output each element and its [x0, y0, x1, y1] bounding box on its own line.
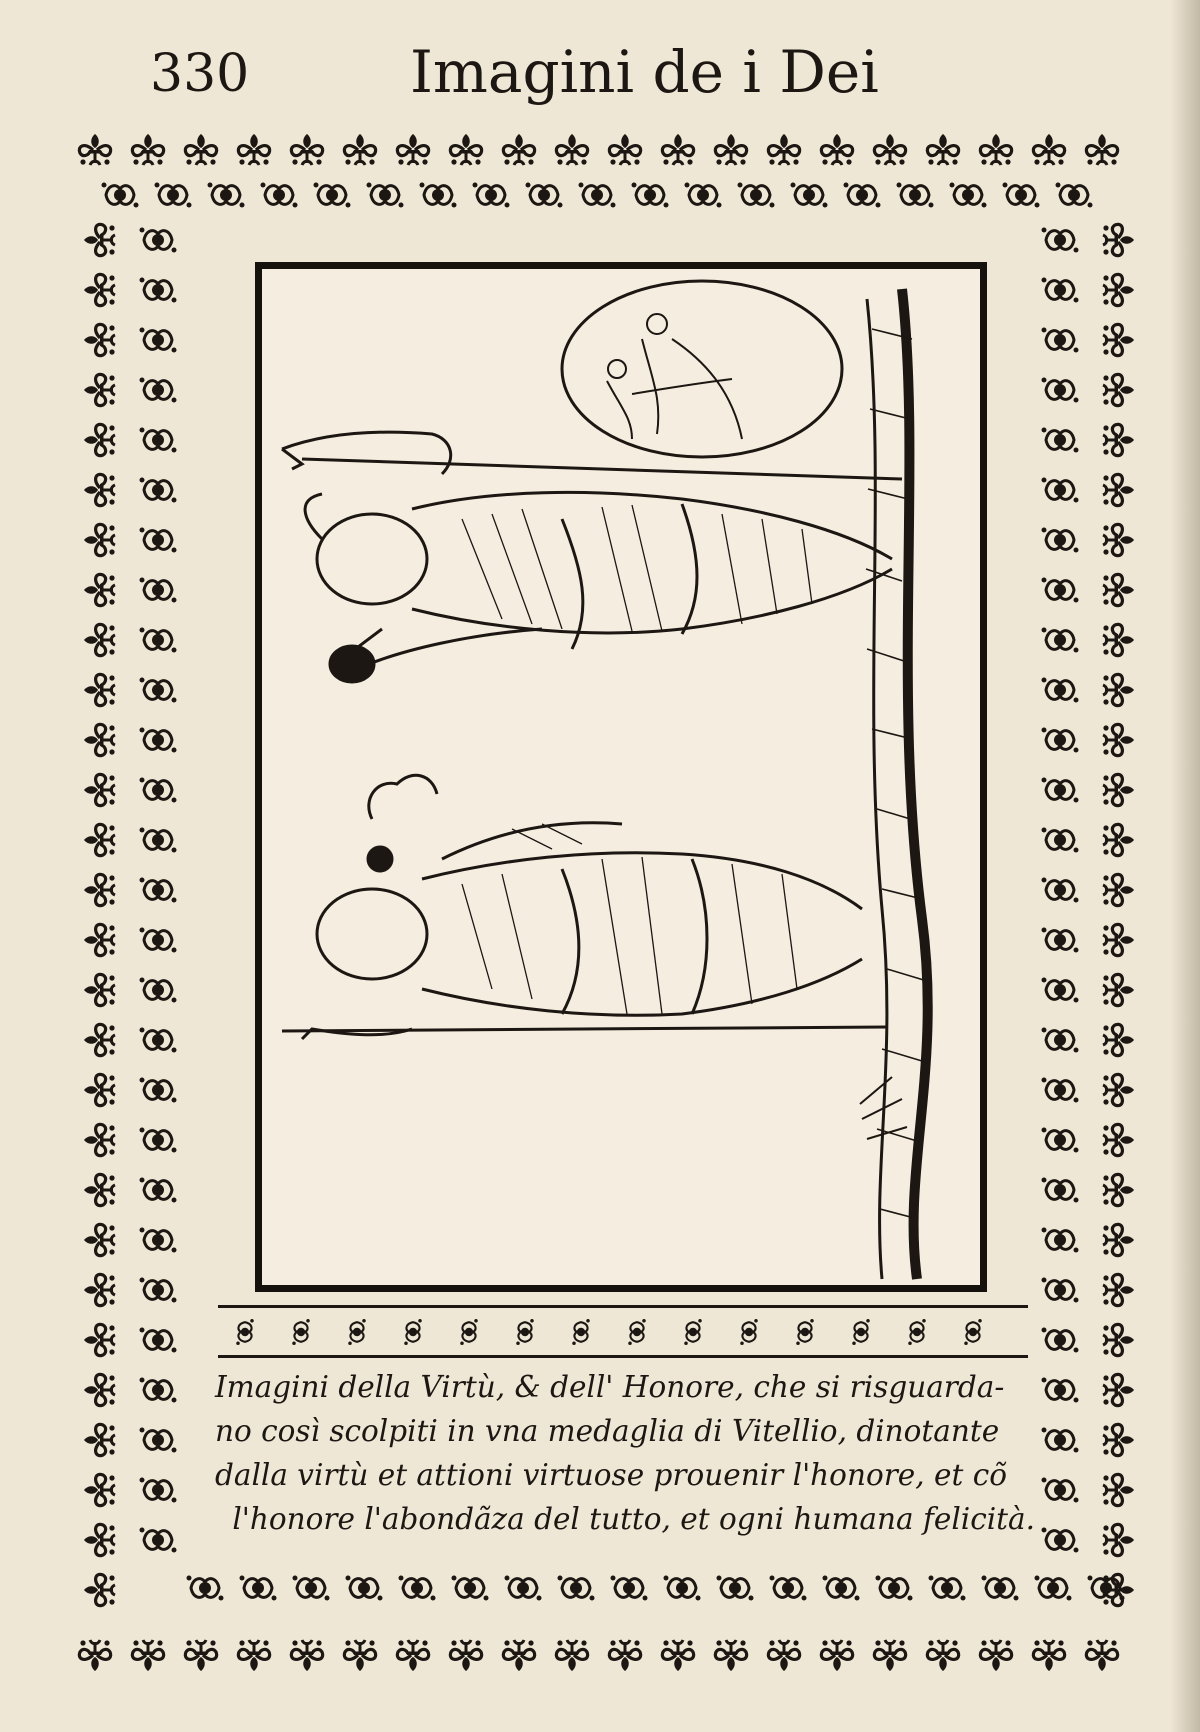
- fleuron-ornament: [420, 183, 457, 208]
- fleuron-ornament: [84, 1124, 115, 1155]
- caption-line-2: no così scolpiti in vna medaglia di Vitellio, dinotante: [215, 1414, 1000, 1448]
- fleuron-ornament: [908, 1319, 926, 1345]
- caption-line-3: dalla virtù et attioni virtuose prouenir l'honore, et cõ: [215, 1458, 1007, 1492]
- fleuron-ornament: [140, 1378, 177, 1403]
- fleuron-ornament: [84, 524, 115, 555]
- fleuron-ornament: [397, 1640, 428, 1671]
- fleuron-ornament: [950, 183, 987, 208]
- fleuron-ornament: [1042, 828, 1079, 853]
- fleuron-ornament: [140, 1078, 177, 1103]
- caption-line-1: Imagini della Virtù, & dell' Honore, che si risguarda-: [215, 1370, 1005, 1404]
- fleuron-ornament: [291, 134, 322, 165]
- fleuron-ornament: [84, 974, 115, 1005]
- fleuron-ornament: [84, 1174, 115, 1205]
- fleuron-ornament: [79, 134, 110, 165]
- fleuron-ornament: [1103, 474, 1134, 505]
- fleuron-ornament: [1103, 1024, 1134, 1055]
- fleuron-ornament: [852, 1319, 870, 1345]
- fleuron-ornament: [140, 1478, 177, 1503]
- fleuron-ornament: [715, 134, 746, 165]
- fleuron-ornament: [929, 1576, 966, 1601]
- fleuron-ornament: [84, 1024, 115, 1055]
- fleuron-ornament: [791, 183, 828, 208]
- fleuron-ornament: [821, 1640, 852, 1671]
- fleuron-ornament: [293, 1576, 330, 1601]
- fleuron-ornament: [1042, 1078, 1079, 1103]
- fleuron-ornament: [1103, 624, 1134, 655]
- fleuron-ornament: [84, 274, 115, 305]
- fleuron-ornament: [1042, 1178, 1079, 1203]
- fleuron-ornament: [185, 134, 216, 165]
- fleuron-ornament: [1042, 928, 1079, 953]
- woodcut-drawing: [262, 269, 980, 1285]
- fleuron-ornament: [1042, 878, 1079, 903]
- fleuron-ornament: [738, 183, 775, 208]
- fleuron-ornament: [1103, 774, 1134, 805]
- caption-line-4: l'honore l'abondãza del tutto, et ogni humana felicità.: [232, 1502, 1035, 1536]
- fleuron-ornament: [717, 1576, 754, 1601]
- caption-rule-bottom: [218, 1355, 1028, 1358]
- fleuron-ornament: [1042, 778, 1079, 803]
- fleuron-ornament: [1042, 728, 1079, 753]
- fleuron-ornament: [84, 1424, 115, 1455]
- fleuron-ornament: [505, 1576, 542, 1601]
- fleuron-ornament: [140, 1178, 177, 1203]
- fleuron-ornament: [261, 183, 298, 208]
- fleuron-ornament: [503, 134, 534, 165]
- fleuron-ornament: [84, 1224, 115, 1255]
- fleuron-ornament: [1103, 1124, 1134, 1155]
- fleuron-ornament: [140, 528, 177, 553]
- fleuron-ornament: [238, 1640, 269, 1671]
- fleuron-ornament: [450, 134, 481, 165]
- fleuron-ornament: [1042, 1028, 1079, 1053]
- fleuron-ornament: [140, 928, 177, 953]
- fleuron-ornament: [844, 183, 881, 208]
- fleuron-ornament: [1103, 874, 1134, 905]
- fleuron-ornament: [982, 1576, 1019, 1601]
- fleuron-ornament: [1042, 1128, 1079, 1153]
- fleuron-ornament: [579, 183, 616, 208]
- fleuron-ornament: [1042, 1278, 1079, 1303]
- fleuron-ornament: [1103, 1524, 1134, 1555]
- fleuron-ornament: [927, 134, 958, 165]
- fleuron-ornament: [291, 1640, 322, 1671]
- fleuron-ornament: [556, 134, 587, 165]
- fleuron-ornament: [628, 1319, 646, 1345]
- fleuron-ornament: [503, 1640, 534, 1671]
- fleuron-ornament: [84, 1574, 115, 1605]
- fleuron-ornament: [1056, 183, 1093, 208]
- fleuron-ornament: [821, 134, 852, 165]
- fleuron-ornament: [611, 1576, 648, 1601]
- fleuron-ornament: [140, 328, 177, 353]
- fleuron-ornament: [140, 678, 177, 703]
- fleuron-ornament: [823, 1576, 860, 1601]
- fleuron-ornament: [1035, 1576, 1072, 1601]
- fleuron-ornament: [1042, 978, 1079, 1003]
- fleuron-ornament: [84, 374, 115, 405]
- fleuron-ornament: [450, 1640, 481, 1671]
- fleuron-ornament: [84, 624, 115, 655]
- fleuron-ornament: [715, 1640, 746, 1671]
- fleuron-ornament: [1042, 578, 1079, 603]
- fleuron-ornament: [404, 1319, 422, 1345]
- fleuron-ornament: [397, 134, 428, 165]
- fleuron-ornament: [399, 1576, 436, 1601]
- running-head: Imagini de i Dei: [410, 38, 879, 106]
- fleuron-ornament: [609, 1640, 640, 1671]
- fleuron-ornament: [1103, 1274, 1134, 1305]
- fleuron-ornament: [84, 674, 115, 705]
- fleuron-ornament: [572, 1319, 590, 1345]
- fleuron-ornament: [1033, 134, 1064, 165]
- fleuron-ornament: [155, 183, 192, 208]
- fleuron-ornament: [1103, 1224, 1134, 1255]
- fleuron-ornament: [140, 378, 177, 403]
- fleuron-ornament: [1103, 524, 1134, 555]
- fleuron-ornament: [768, 134, 799, 165]
- fleuron-ornament: [1042, 628, 1079, 653]
- fleuron-ornament: [1103, 374, 1134, 405]
- fleuron-ornament: [556, 1640, 587, 1671]
- fleuron-ornament: [84, 424, 115, 455]
- fleuron-ornament: [1103, 724, 1134, 755]
- fleuron-ornament: [238, 134, 269, 165]
- fleuron-ornament: [84, 1374, 115, 1405]
- fleuron-ornament: [1103, 674, 1134, 705]
- fleuron-ornament: [796, 1319, 814, 1345]
- fleuron-ornament: [84, 924, 115, 955]
- fleuron-ornament: [140, 578, 177, 603]
- fleuron-ornament: [609, 134, 640, 165]
- page-number: 330: [150, 44, 250, 104]
- fleuron-ornament: [1042, 478, 1079, 503]
- fleuron-ornament: [140, 728, 177, 753]
- fleuron-ornament: [460, 1319, 478, 1345]
- fleuron-ornament: [516, 1319, 534, 1345]
- fleuron-ornament: [1103, 974, 1134, 1005]
- fleuron-ornament: [208, 183, 245, 208]
- fleuron-ornament: [1042, 228, 1079, 253]
- fleuron-ornament: [1033, 1640, 1064, 1671]
- fleuron-ornament: [1103, 824, 1134, 855]
- fleuron-ornament: [1042, 428, 1079, 453]
- fleuron-ornament: [1103, 1324, 1134, 1355]
- caption-rule-top: [218, 1305, 1028, 1308]
- fleuron-ornament: [84, 224, 115, 255]
- fleuron-ornament: [876, 1576, 913, 1601]
- fleuron-ornament: [140, 978, 177, 1003]
- fleuron-ornament: [84, 1474, 115, 1505]
- fleuron-ornament: [84, 324, 115, 355]
- fleuron-ornament: [1103, 924, 1134, 955]
- fleuron-ornament: [1042, 328, 1079, 353]
- fleuron-ornament: [1103, 224, 1134, 255]
- fleuron-ornament: [473, 183, 510, 208]
- fleuron-ornament: [662, 134, 693, 165]
- caption: [215, 1365, 1035, 1541]
- fleuron-ornament: [452, 1576, 489, 1601]
- fleuron-ornament: [346, 1576, 383, 1601]
- fleuron-ornament: [140, 828, 177, 853]
- fleuron-ornament: [344, 134, 375, 165]
- fleuron-ornament: [79, 1640, 110, 1671]
- fleuron-ornament: [1042, 1428, 1079, 1453]
- fleuron-ornament: [140, 628, 177, 653]
- fleuron-ornament: [1103, 574, 1134, 605]
- fleuron-ornament: [140, 1028, 177, 1053]
- fleuron-ornament: [1042, 1528, 1079, 1553]
- fleuron-ornament: [1042, 528, 1079, 553]
- fleuron-ornament: [140, 778, 177, 803]
- fleuron-ornament: [1103, 1474, 1134, 1505]
- fleuron-ornament: [84, 1074, 115, 1105]
- fleuron-ornament: [1042, 378, 1079, 403]
- fleuron-ornament: [1086, 134, 1117, 165]
- fleuron-ornament: [140, 278, 177, 303]
- fleuron-ornament: [874, 134, 905, 165]
- fleuron-ornament: [102, 183, 139, 208]
- fleuron-ornament: [367, 183, 404, 208]
- fleuron-ornament: [558, 1576, 595, 1601]
- woodcut-illustration: [255, 262, 987, 1292]
- fleuron-ornament: [1042, 1228, 1079, 1253]
- fleuron-ornament: [140, 1328, 177, 1353]
- fleuron-ornament: [1042, 1378, 1079, 1403]
- fleuron-ornament: [1103, 1374, 1134, 1405]
- fleuron-ornament: [236, 1319, 254, 1345]
- fleuron-ornament: [1003, 183, 1040, 208]
- fleuron-ornament: [84, 874, 115, 905]
- fleuron-ornament: [140, 878, 177, 903]
- fleuron-ornament: [1042, 678, 1079, 703]
- fleuron-ornament: [1042, 278, 1079, 303]
- fleuron-ornament: [348, 1319, 366, 1345]
- fleuron-ornament: [1103, 424, 1134, 455]
- fleuron-ornament: [874, 1640, 905, 1671]
- fleuron-ornament: [1103, 274, 1134, 305]
- fleuron-ornament: [84, 574, 115, 605]
- fleuron-ornament: [314, 183, 351, 208]
- fleuron-ornament: [768, 1640, 799, 1671]
- fleuron-ornament: [740, 1319, 758, 1345]
- fleuron-ornament: [980, 1640, 1011, 1671]
- fleuron-ornament: [1086, 1640, 1117, 1671]
- fleuron-ornament: [897, 183, 934, 208]
- fleuron-ornament: [632, 183, 669, 208]
- fleuron-ornament: [185, 1640, 216, 1671]
- fleuron-ornament: [132, 134, 163, 165]
- fleuron-ornament: [132, 1640, 163, 1671]
- fleuron-ornament: [84, 824, 115, 855]
- fleuron-ornament: [1103, 1174, 1134, 1205]
- fleuron-ornament: [84, 774, 115, 805]
- fleuron-ornament: [1042, 1328, 1079, 1353]
- fleuron-ornament: [240, 1576, 277, 1601]
- fleuron-ornament: [140, 428, 177, 453]
- fleuron-ornament: [980, 134, 1011, 165]
- fleuron-ornament: [140, 1528, 177, 1553]
- fleuron-ornament: [344, 1640, 375, 1671]
- fleuron-ornament: [770, 1576, 807, 1601]
- fleuron-ornament: [526, 183, 563, 208]
- fleuron-ornament: [84, 1324, 115, 1355]
- fleuron-ornament: [187, 1576, 224, 1601]
- fleuron-ornament: [84, 724, 115, 755]
- fleuron-ornament: [664, 1576, 701, 1601]
- fleuron-ornament: [684, 1319, 702, 1345]
- fleuron-ornament: [662, 1640, 693, 1671]
- fleuron-ornament: [140, 478, 177, 503]
- fleuron-ornament: [84, 474, 115, 505]
- fleuron-ornament: [1042, 1478, 1079, 1503]
- fleuron-ornament: [84, 1524, 115, 1555]
- fleuron-ornament: [1103, 324, 1134, 355]
- fleuron-ornament: [140, 1228, 177, 1253]
- fleuron-ornament: [964, 1319, 982, 1345]
- fleuron-ornament: [292, 1319, 310, 1345]
- fleuron-ornament: [140, 1428, 177, 1453]
- fleuron-ornament: [1103, 1424, 1134, 1455]
- fleuron-ornament: [140, 228, 177, 253]
- fleuron-ornament: [1103, 1074, 1134, 1105]
- fleuron-ornament: [84, 1274, 115, 1305]
- fleuron-ornament: [927, 1640, 958, 1671]
- fleuron-ornament: [140, 1278, 177, 1303]
- fleuron-ornament: [140, 1128, 177, 1153]
- fleuron-ornament: [685, 183, 722, 208]
